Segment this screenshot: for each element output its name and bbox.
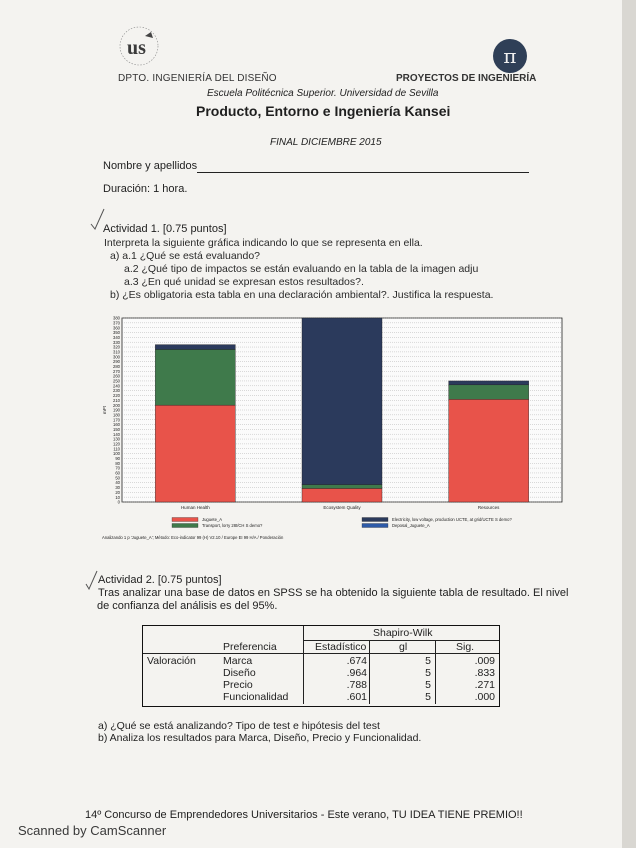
table-cell-sig: .271 xyxy=(474,679,495,691)
x-category-label: Resources xyxy=(477,505,500,510)
y-tick-label: 140 xyxy=(113,431,120,437)
y-tick-label: 190 xyxy=(113,407,120,413)
svg-text:us: us xyxy=(127,37,146,59)
y-tick-label: 60 xyxy=(115,470,120,476)
activity1-title: Actividad 1. [0.75 puntos] xyxy=(103,223,227,235)
chart-bar-segment xyxy=(155,349,235,405)
y-tick-label: 230 xyxy=(113,388,120,394)
legend-swatch xyxy=(172,524,198,528)
chart-bar-segment xyxy=(155,405,235,502)
legend-label: Transport, lorry 28t/CH S demo? xyxy=(202,523,263,528)
name-label: Nombre y apellidos xyxy=(103,160,198,172)
y-tick-label: 170 xyxy=(113,417,120,423)
y-tick-label: 50 xyxy=(115,475,120,481)
row-group-label: Valoración xyxy=(147,655,196,667)
y-tick-label: 290 xyxy=(113,359,120,365)
table-row-label: Diseño xyxy=(223,667,256,679)
course-title: Producto, Entorno e Ingeniería Kansei xyxy=(196,103,451,119)
table-cell-gl: 5 xyxy=(425,691,431,703)
question-a1: a) a.1 ¿Qué se está evaluando? xyxy=(110,250,261,262)
question-a2: a.2 ¿Qué tipo de impactos se están evaluando en la tabla de la imagen adju xyxy=(124,263,479,275)
y-tick-label: 160 xyxy=(113,422,120,428)
projects-title: PROYECTOS DE INGENIERÍA xyxy=(396,73,537,84)
chart-bar-segment xyxy=(449,381,529,385)
activity2-question-a: a) ¿Qué se está analizando? Tipo de test e hipótesis del test xyxy=(98,720,380,732)
activity1-prompt: Interpreta la siguiente gráfica indicando lo que se representa en ella. xyxy=(104,237,423,249)
y-tick-label: 10 xyxy=(115,494,120,500)
legend-swatch xyxy=(362,524,388,528)
name-field-line[interactable] xyxy=(197,172,529,173)
y-tick-label: 280 xyxy=(113,364,120,370)
table-cell-sig: .000 xyxy=(474,691,495,703)
page-edge xyxy=(622,0,636,848)
chart-bar-segment xyxy=(449,385,529,400)
table-cell-stat: .964 xyxy=(346,667,367,679)
chart-bar-segment xyxy=(155,345,235,350)
table-cell-gl: 5 xyxy=(425,679,431,691)
department-pi-logo xyxy=(492,38,528,74)
legend-swatch xyxy=(172,518,198,522)
y-tick-label: 380 xyxy=(113,315,120,321)
activity2-question-b: b) Analiza los resultados para Marca, Diseño, Precio y Funcionalidad. xyxy=(98,732,422,744)
chart-bar-segment xyxy=(302,318,382,485)
y-tick-label: 300 xyxy=(113,354,120,360)
y-tick-label: 260 xyxy=(113,373,120,379)
exam-title: FINAL DICIEMBRE 2015 xyxy=(270,137,382,148)
chart-bar-segment xyxy=(302,488,382,502)
y-tick-label: 120 xyxy=(113,441,120,447)
table-row-header: Preferencia xyxy=(223,641,277,653)
y-tick-label: 130 xyxy=(113,436,120,442)
table-row-label: Precio xyxy=(223,679,253,691)
table-cell-stat: .601 xyxy=(346,691,367,703)
legend-label: Deposal_Juguete_A xyxy=(392,523,430,528)
legend-label: Juguete_A xyxy=(202,517,223,522)
checkmark-icon xyxy=(84,570,98,590)
y-tick-label: 370 xyxy=(113,320,120,326)
department-name: DPTO. INGENIERÍA DEL DISEÑO xyxy=(118,73,277,84)
y-axis-label: mPt xyxy=(102,405,107,415)
y-tick-label: 100 xyxy=(113,451,120,457)
contest-footer: 14º Concurso de Emprendedores Universitarios - Este verano, TU IDEA TIENE PREMIO!! xyxy=(85,809,523,821)
y-tick-label: 180 xyxy=(113,412,120,418)
y-tick-label: 0 xyxy=(117,499,120,505)
school-name: Escuela Politécnica Superior. Universidad de Sevilla xyxy=(207,88,439,99)
chart-bar-segment xyxy=(449,399,529,502)
y-tick-label: 360 xyxy=(113,325,120,331)
table-row-label: Marca xyxy=(223,655,253,667)
y-tick-label: 80 xyxy=(115,460,120,466)
activity2-text-line2: de confianza del análisis es del 95%. xyxy=(97,600,278,612)
activity2-title: Actividad 2. [0.75 puntos] xyxy=(98,574,222,586)
y-tick-label: 340 xyxy=(113,334,120,340)
table-cell-sig: .833 xyxy=(474,667,495,679)
col-header-gl: gl xyxy=(399,641,408,653)
y-tick-label: 90 xyxy=(115,456,120,462)
spss-results-table xyxy=(142,625,500,707)
legend-swatch xyxy=(362,518,388,522)
y-tick-label: 70 xyxy=(115,465,120,471)
x-category-label: Ecosystem Quality xyxy=(323,505,361,510)
table-cell-gl: 5 xyxy=(425,655,431,667)
chart-footnote: Analizando 1 p 'Juguete_A'; Método: Eco-indicator 99 (H) V2.10 / Europe EI 99 H/A / Ponderación xyxy=(102,535,284,540)
col-header-sig: Sig. xyxy=(456,641,475,653)
table-cell-stat: .788 xyxy=(346,679,367,691)
y-tick-label: 30 xyxy=(115,485,120,491)
y-tick-label: 350 xyxy=(113,330,120,336)
y-tick-label: 110 xyxy=(113,446,120,452)
table-cell-gl: 5 xyxy=(425,667,431,679)
question-a3: a.3 ¿En qué unidad se expresan estos resultados?. xyxy=(124,276,364,288)
svg-text:π: π xyxy=(503,44,517,68)
chart-bar-segment xyxy=(302,485,382,489)
y-tick-label: 20 xyxy=(115,489,120,495)
y-tick-label: 310 xyxy=(113,349,120,355)
y-tick-label: 320 xyxy=(113,344,120,350)
y-tick-label: 210 xyxy=(113,397,120,403)
y-tick-label: 220 xyxy=(113,393,120,399)
university-logo xyxy=(117,24,161,68)
table-cell-sig: .009 xyxy=(474,655,495,667)
y-tick-label: 150 xyxy=(113,426,120,432)
col-header-estadistico: Estadístico xyxy=(315,641,367,653)
table-cell-stat: .674 xyxy=(346,655,367,667)
y-tick-label: 330 xyxy=(113,339,120,345)
impact-bar-chart xyxy=(100,310,570,550)
y-tick-label: 240 xyxy=(113,383,120,389)
duration-text: Duración: 1 hora. xyxy=(103,183,188,195)
question-b: b) ¿Es obligatoria esta tabla en una declaración ambiental?. Justifica la respuesta. xyxy=(110,289,494,301)
scanner-watermark: Scanned by CamScanner xyxy=(18,823,167,838)
legend-label: Electricity, low voltage, production UCTE, at grid/UCTE S demo? xyxy=(392,517,512,522)
table-group-header: Shapiro-Wilk xyxy=(373,627,433,639)
y-tick-label: 270 xyxy=(113,368,120,374)
y-tick-label: 250 xyxy=(113,378,120,384)
y-tick-label: 40 xyxy=(115,480,120,486)
activity2-text-line1: Tras analizar una base de datos en SPSS se ha obtenido la siguiente tabla de resultado. El nivel xyxy=(98,587,569,599)
x-category-label: Human Health xyxy=(180,505,210,510)
table-row-label: Funcionalidad xyxy=(223,691,289,703)
y-tick-label: 200 xyxy=(113,402,120,408)
